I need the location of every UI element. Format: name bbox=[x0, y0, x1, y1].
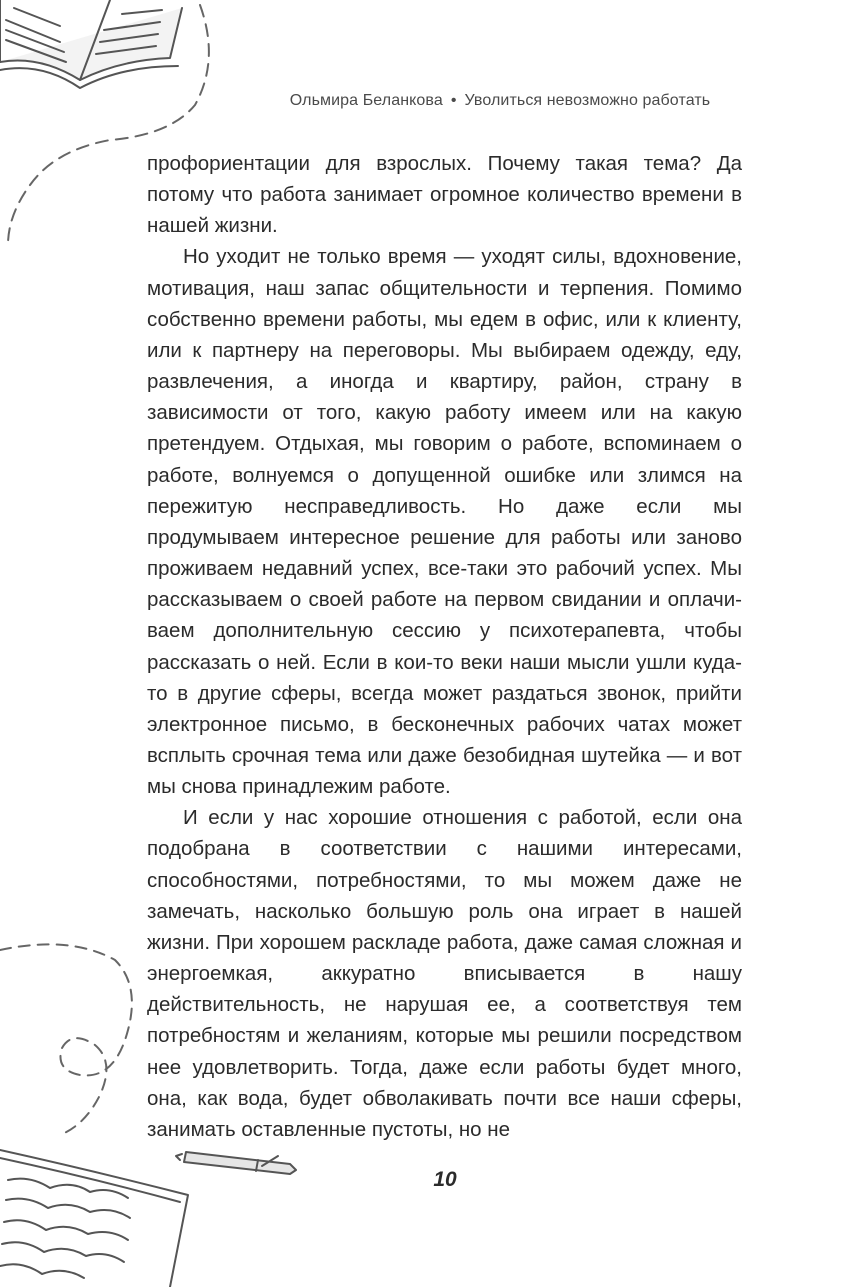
page-number: 10 bbox=[433, 1168, 457, 1191]
pen-doodle bbox=[176, 1152, 296, 1174]
dashed-swirl-bottom bbox=[0, 944, 132, 1135]
running-header bbox=[200, 92, 800, 110]
paragraph: Но уходит не только время — уходят силы, вдохновение, мотивация, наш запас общительности и терпения. Помимо собственно времени работы, мы едем в офис, или к клиенту, или к партнеру на переговоры. Мы выбираем одежду, еду, развлечения, а иногда и квартиру, район, страну в зависимости от того, какую работу имеем или на какую претендуем. Отдыхая, мы говорим о работе, вспоминаем о работе, волнуемся о допущенной ошибке или злимся на пережитую несправедливость. Но даже если мы продумываем интересное решение для работы или заново проживаем недавний успех, все-таки это рабочий успех. Мы рассказываем о своей работе на первом свидании и оплачиваем дополнительную сессию у психотерапевта, чтобы рассказать о ней. Если в кои-то веки наши мысли ушли куда-то в другие сферы, всегда может раздаться звонок, прийти электронное письмо, в бесконечных рабочих чатах может всплыть срочная тема или даже безобидная шутейка — и вот мы снова принадлежим работе. bbox=[147, 245, 742, 799]
notebook-doodle bbox=[0, 1150, 188, 1287]
header-separator: • bbox=[450, 92, 457, 109]
open-book-doodle bbox=[0, 0, 182, 88]
body-text bbox=[147, 148, 742, 1145]
paragraph: профориентации для взрослых. Почему такая тема? Да потому что работа занимает огромное количество времени в нашей жизни. bbox=[147, 152, 742, 238]
header-book-title: Уволиться невозможно работать bbox=[464, 92, 711, 109]
paragraph: И если у нас хорошие отношения с работой, если она подобрана в соответствии с нашими интересами, способностями, потребностями, то мы можем даже не замечать, насколько большую роль она играет в нашей жизни. При хорошем раскладе работа, даже самая сложная и энергоемкая, аккуратно вписывается в нашу действительность, не нарушая ее, а соответствуя тем потребностям и желаниям, которые мы решили посредством нее удовлетворить. Тогда, даже если работы будет много, она, как вода, будет обволакивать почти все наши сферы, занимать оставленные пустоты, но не bbox=[147, 806, 742, 1141]
header-author: Ольмира Беланкова bbox=[289, 92, 443, 109]
